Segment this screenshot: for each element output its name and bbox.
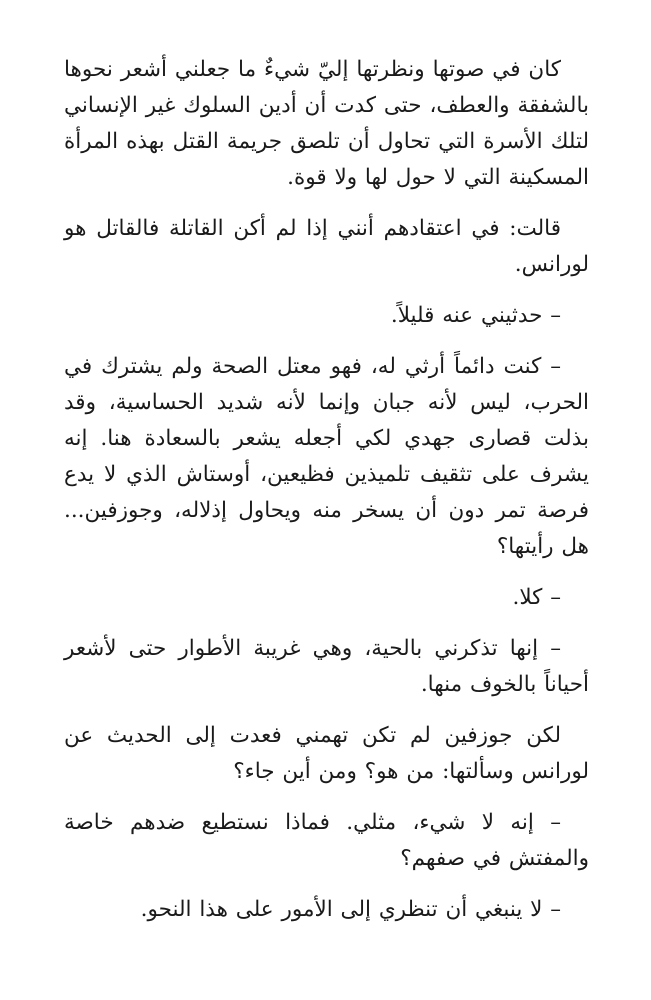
paragraph-2: قالت: في اعتقادهم أنني إذا لم أكن القاتلة فالقاتل هو لورانس.	[64, 216, 589, 277]
paragraph-1: كان في صوتها ونظرتها إليّ شيءٌ ما جعلني أشعر نحوها بالشفقة والعطف، حتى كدت أن أدين السلوك غير الإنساني لتلك الأسرة التي تحاول أن تلصق جريمة القتل بهذه المرأة المسكينة التي لا حول لها ولا قوة.	[64, 57, 589, 190]
paragraph-narration: لكن جوزفين لم تكن تهمني فعدت إلى الحديث عن لورانس وسألتها: من هو؟ ومن أين جاء؟	[64, 723, 589, 784]
dialogue-line-6: – لا ينبغي أن تنظري إلى الأمور على هذا النحو.	[140, 897, 561, 922]
dialogue-line-3: – كلا.	[512, 585, 561, 610]
dialogue-line-2: – كنت دائماً أرثي له، فهو معتل الصحة ولم يشترك في الحرب، ليس لأنه جبان وإنما لأنه شديد الحساسية، وقد بذلت قصارى جهدي لكي أجعله يشعر بالسعادة هنا. إنه يشرف على تثقيف تلميذين فظيعين، أوستاش الذي لا يدع فرصة تمر دون أن يسخر منه ويحاول إذلاله، وجوزفين... هل رأيتها؟	[64, 354, 589, 559]
dialogue-line-5: – إنه لا شيء، مثلي. فماذا نستطيع ضدهم خاصة والمفتش في صفهم؟	[64, 810, 589, 871]
dialogue-line-1: – حدثيني عنه قليلاً.	[390, 303, 561, 328]
dialogue-line-4: – إنها تذكرني بالحية، وهي غريبة الأطوار حتى لأشعر أحياناً بالخوف منها.	[64, 636, 589, 697]
